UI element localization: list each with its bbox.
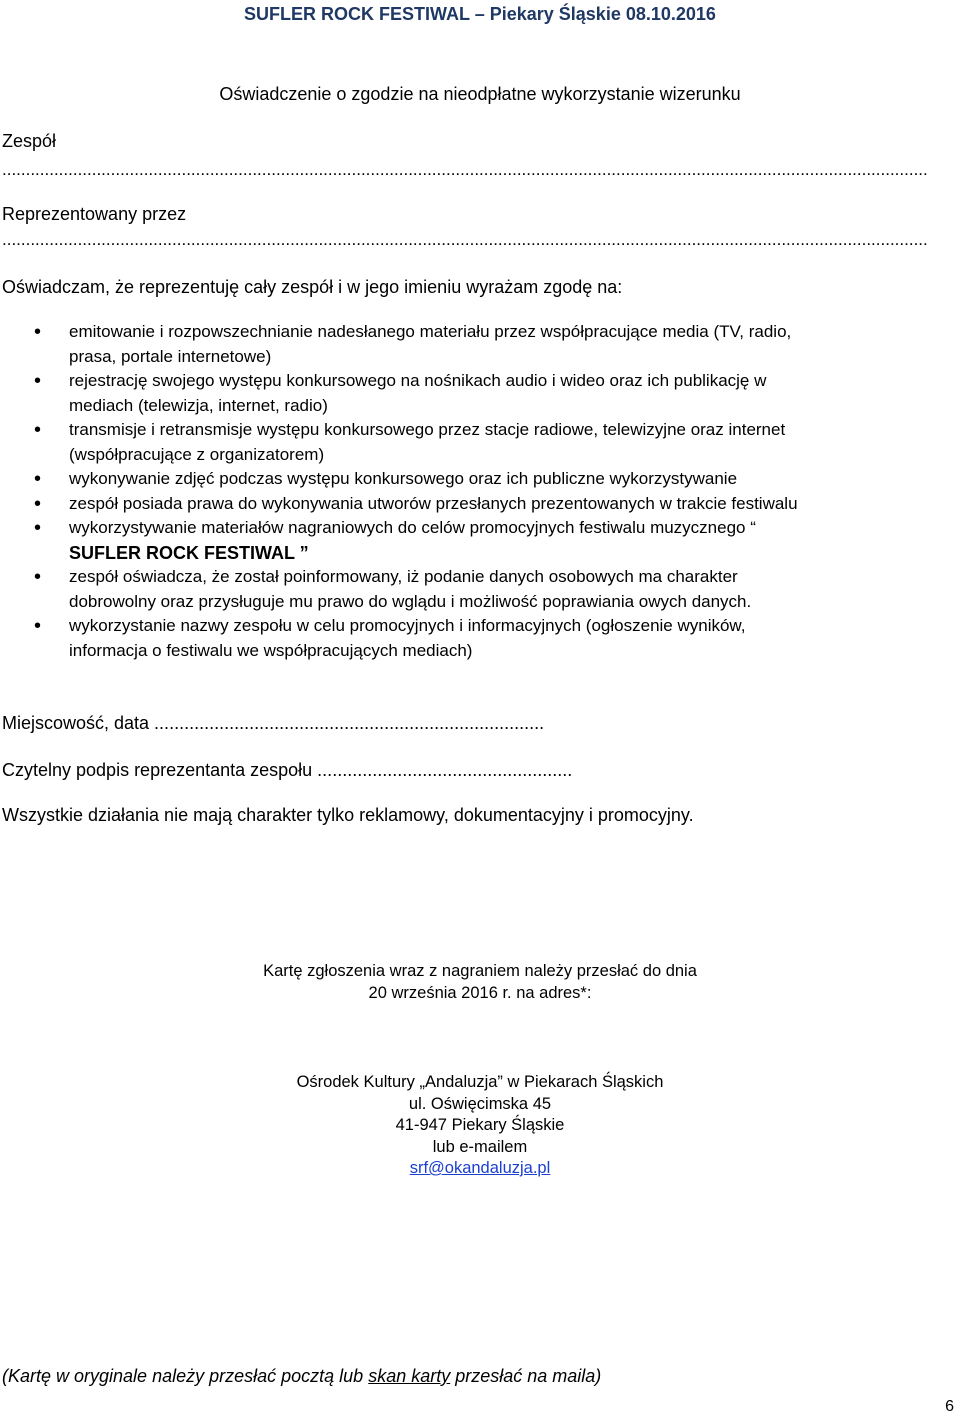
email-container xyxy=(0,1159,960,1178)
list-item: • emitowanie i rozpowszechnianie nadesłanego materiału przez współpracujące media (TV, radio, prasa, portale internetowe) xyxy=(34,321,792,366)
band-name-field[interactable]: .................................................................................................................................................................................................... xyxy=(2,162,928,178)
address-organization: Ośrodek Kultury „Andaluzja” w Piekarach Śląskich xyxy=(296,1073,664,1091)
festival-name: SUFLER ROCK FESTIWAL ” xyxy=(69,542,309,563)
list-item: • zespół oświadcza, że został poinformowany, iż podanie danych osobowych ma charakter dobrowolny oraz przysługuje mu prawo do wglądu i możliwość poprawiania owych danych. xyxy=(34,566,752,611)
address-city: 41-947 Piekary Śląskie xyxy=(395,1116,565,1134)
page-number: 6 xyxy=(945,1398,954,1415)
list-item: • rejestrację swojego występu konkursowego na nośnikach audio i wideo oraz ich publikację w mediach (telewizja, internet, radio) xyxy=(34,370,767,415)
bullet-icon: • xyxy=(34,566,42,588)
disclaimer: Wszystkie działania nie mają charakter tylko reklamowy, dokumentacyjny i promocyjny. xyxy=(2,805,694,825)
bullet-icon: • xyxy=(34,321,42,343)
list-item: • wykonywanie zdjęć podczas występu konkursowego oraz ich publiczne wykorzystywanie xyxy=(34,468,738,490)
list-item: • wykorzystanie nazwy zespołu w celu promocyjnych i informacyjnych (ogłoszenie wyników, informacja o festiwalu we współpracujących mediach) xyxy=(34,615,746,660)
footnote-underlined: skan karty xyxy=(368,1366,451,1386)
place-date-field[interactable]: Miejscowość, data .............................................................................. xyxy=(2,713,545,733)
consent-intro: Oświadczam, że reprezentuję cały zespół i w jego imieniu wyrażam zgodę na: xyxy=(2,277,623,297)
bullet-icon: • xyxy=(34,419,42,441)
email-link[interactable]: srf@okandaluzja.pl xyxy=(409,1159,551,1177)
list-item: • zespół posiada prawa do wykonywania utworów przesłanych prezentowanych w trakcie festiwalu xyxy=(34,492,798,515)
bullet-icon: • xyxy=(34,370,42,392)
address-or-email: lub e-mailem xyxy=(432,1138,528,1156)
represented-by-label: Reprezentowany przez xyxy=(2,204,187,224)
list-item: • transmisje i retransmisje występu konkursowego przez stacje radiowe, telewizyjne oraz internet (współpracujące z organizatorem) xyxy=(34,419,786,464)
bullet-icon: • xyxy=(34,492,42,515)
consent-list xyxy=(0,320,955,663)
bullet-icon: • xyxy=(34,468,42,490)
represented-by-field[interactable]: .................................................................................................................................................................................................... xyxy=(2,232,928,248)
address-street: ul. Oświęcimska 45 xyxy=(408,1095,552,1113)
list-item: • wykorzystywanie materiałów nagraniowych do celów promocyjnych festiwalu muzycznego “ SUFLER ROCK FESTIWAL ” xyxy=(0,516,955,565)
bullet-icon: • xyxy=(34,615,42,637)
send-instruction: Kartę zgłoszenia wraz z nagraniem należy przesłać do dnia xyxy=(263,962,697,980)
footnote: (Kartę w oryginale należy przesłać pocztą lub skan karty przesłać na maila) xyxy=(2,1366,602,1386)
document-header: SUFLER ROCK FESTIWAL – Piekary Śląskie 08.10.2016 xyxy=(244,4,716,24)
bullet-icon: • xyxy=(34,517,42,539)
send-deadline: 20 września 2016 r. na adres*: xyxy=(368,984,592,1002)
document-title: Oświadczenie o zgodzie na nieodpłatne wykorzystanie wizerunku xyxy=(219,84,741,104)
band-label: Zespół xyxy=(2,131,57,151)
signature-field[interactable]: Czytelny podpis reprezentanta zespołu ................................................... xyxy=(2,760,573,780)
